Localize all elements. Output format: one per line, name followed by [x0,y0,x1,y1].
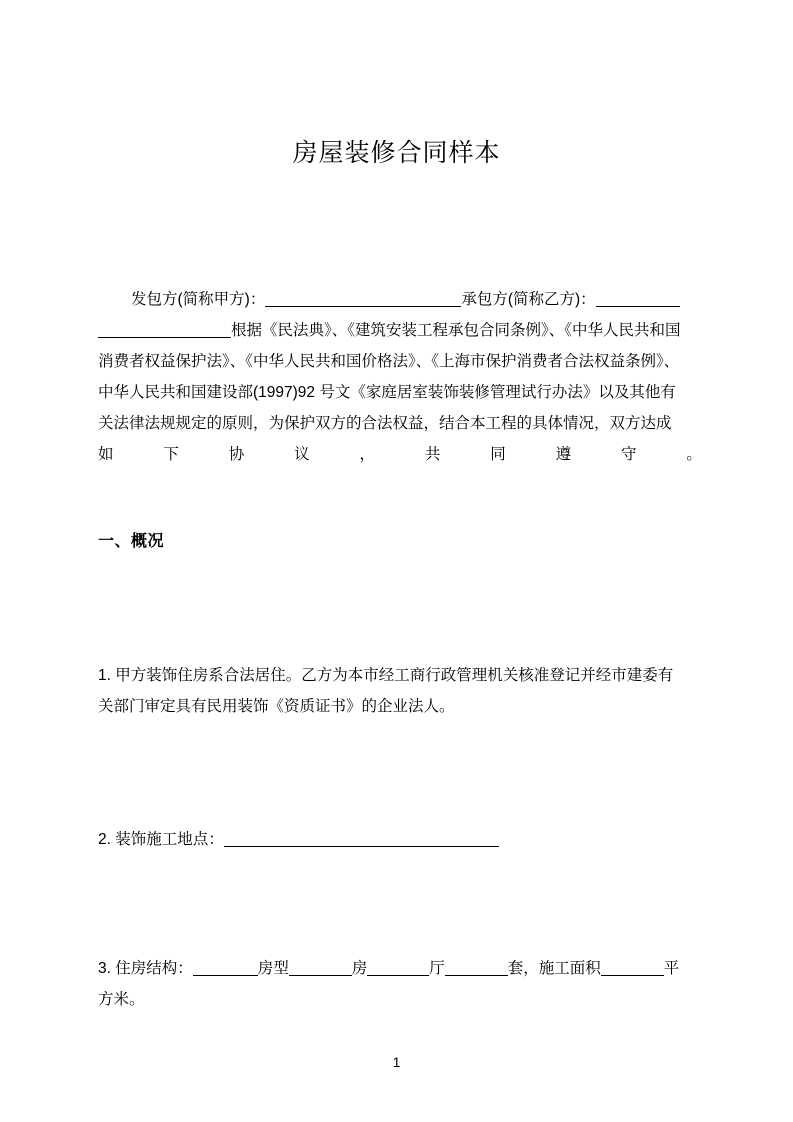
preamble-char: 守 [621,446,637,463]
preamble-line-2 [98,315,702,346]
preamble-char: ， [359,446,376,463]
housing-structure-blank-2[interactable] [289,958,352,976]
clause-item-1 [98,660,702,722]
page-number: 1 [392,1054,401,1070]
party-a-label: 发包方(简称甲方)： [131,291,266,308]
clause-1-line-1 [98,660,702,691]
preamble-char: 。 [686,446,702,463]
construction-site-blank[interactable] [224,829,499,847]
clause-item-3 [98,953,702,1015]
housing-structure-label: 3. 住房结构： [98,960,193,977]
preamble-char: 议 [294,446,310,463]
clause-3-line-2 [98,984,702,1015]
clause-1-line-2 [98,691,702,722]
housing-structure-blank-3[interactable] [367,958,429,976]
preamble-char: 如 [98,446,114,463]
preamble-line-6 [98,439,702,470]
party-b-blank-start[interactable] [596,289,680,307]
party-b-label: 承包方(简称乙方)： [461,291,596,308]
preamble-char: 下 [163,446,179,463]
clause-3-line-1 [98,953,702,984]
preamble-line-5-text: 关法律法规规定的原则，为保护双方的合法权益，结合本工程的具体情况，双方达成 [98,415,672,432]
party-b-blank-end[interactable] [98,320,231,338]
preamble-line-3 [98,346,702,377]
section-heading-overview: 一、概况 [98,533,165,550]
housing-structure-unit-4: 套，施工面积 [507,960,601,977]
preamble-line-4 [98,377,702,408]
housing-structure-unit-1: 房型 [257,960,289,977]
housing-structure-unit-2: 房 [351,960,368,977]
clause-2-line-1 [98,824,702,855]
housing-structure-unit-3: 厅 [429,960,445,977]
clause-1-text-2: 关部门审定具有民用装饰《资质证书》的企业法人。 [98,698,455,715]
construction-area-blank[interactable] [601,958,664,976]
preamble-paragraph [98,284,702,470]
preamble-char: 共 [424,446,441,463]
preamble-line-4-text: 中华人民共和国建设部(1997)92 号文《家庭居室装饰装修管理试行办法》以及其他有 [98,384,676,401]
preamble-char: 同 [490,446,506,463]
housing-structure-blank-1[interactable] [193,958,258,976]
clause-item-2 [98,824,702,855]
preamble-line-5 [98,408,702,439]
preamble-line-1 [98,284,702,315]
housing-structure-blank-4[interactable] [445,958,508,976]
preamble-char: 协 [228,446,245,463]
preamble-char: 遵 [555,446,572,463]
page-title: 房屋装修合同样本 [292,139,501,167]
party-a-blank[interactable] [265,289,461,307]
preamble-line-3-text: 消费者权益保护法》、《中华人民共和国价格法》、《上海市保护消费者合法权益条例》、 [98,353,680,370]
preamble-line-2-text: 根据《民法典》、《建筑安装工程承包合同条例》、《中华人民共和国 [231,322,681,339]
clause-1-text-1: 1. 甲方装饰住房系合法居住。乙方为本市经工商行政管理机关核准登记并经市建委有 [98,667,674,684]
housing-structure-unit-5: 平 [663,960,680,977]
clause-3-text-2: 方米。 [98,991,145,1008]
construction-site-label: 2. 装饰施工地点： [98,831,224,848]
